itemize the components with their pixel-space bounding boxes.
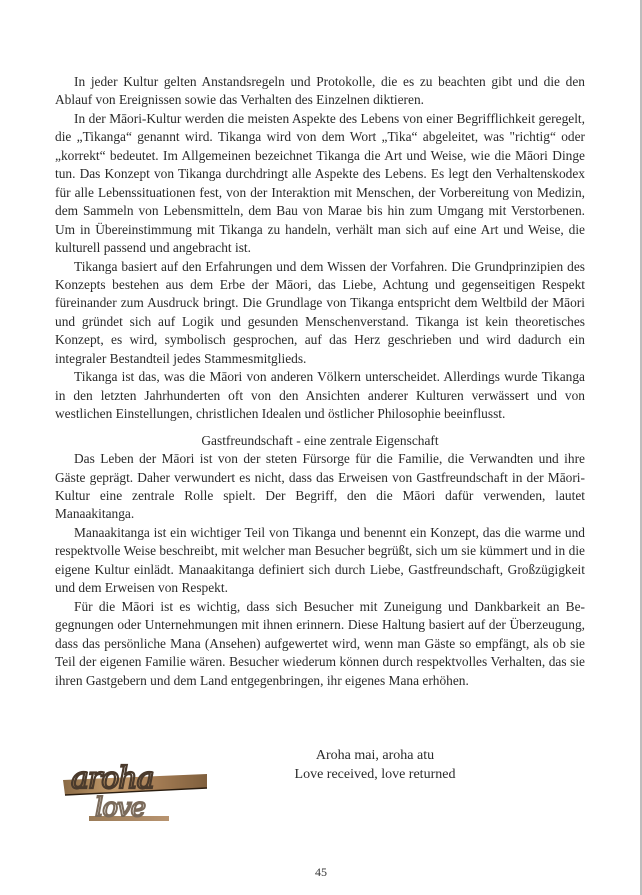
paragraph: Tikanga ist das, was die Māori von anderen Völkern unterscheidet. Allerdings wurde Tikanga in den letzten Jahrhunderten oft von den Ansichten anderer Kulturen verwässert und von westlichen Einstellungen, christlichen Idealen und östlicher Philosophie beeinflusst. bbox=[55, 369, 585, 422]
paragraph: Für die Māori ist es wichtig, dass sich Besucher mit Zuneigung und Dankbarkeit an Begegnungen oder Unternehmungen mit ihnen erinnern. Diese Haltung basiert auf der Überzeugung, dass das persönliche Mana (Ansehen) aufgewertet wird, wenn man Gäste so empfängt, als ob sie Teil der eigenen Familie wären. Besucher wiederum können durch respektvolles Verhalten, das sie ihren Gastgebern und dem Land entgegenbringen, ihr eigenes Mana erhöhen. bbox=[55, 598, 585, 688]
svg-text:aroha: aroha bbox=[71, 761, 154, 796]
paragraph: In der Māori-Kultur werden die meisten Aspekte des Lebens von einer Begrifflichkeit geregelt, die „Tikanga“ genannt wird. Tikanga wird von dem Wort „Tika“ abgeleitet, was "richtig“ oder „korrekt“ bedeutet. Im Allgemeinen bezeichnet Tikanga die Art und Weise, wie die Māori Dinge tun. Das Konzept von Tikanga durchdringt alle Aspekte des Lebens. Es legt den Verhaltenskodex für alle Lebenssituationen fest, von der Interaktion mit Menschen, der Vorbereitung von Medizin, dem Sammeln von Lebensmitteln, dem Bau von Marae bis hin zum Umgang mit Verstorbenen. Um in Übereinstimmung mit Tikanga zu handeln, verhält man sich auf eine Art und Weise, die kulturell passend und angebracht ist. bbox=[55, 110, 585, 256]
quote bbox=[235, 746, 515, 784]
quote-line-maori: Aroha mai, aroha atu bbox=[315, 748, 435, 763]
section-heading: Gastfreundschaft - eine zentrale Eigenschaft bbox=[201, 432, 439, 448]
body-text bbox=[55, 73, 585, 690]
paragraph: Das Leben der Māori ist von der steten Fürsorge für die Familie, die Verwandten und ihre Gäste geprägt. Daher verwundert es nicht, dass das Erweisen von Gastfreundschaft in der Māori-Kultur eine zentrale Rolle spielt. Der Begriff, den die Māori dafür verwenden, lautet Manaakitanga. bbox=[55, 451, 585, 522]
paragraph: Tikanga basiert auf den Erfahrungen und dem Wissen der Vorfahren. Die Grundprinzipien des Konzepts bestehen aus dem Erbe der Māori, das Liebe, Achtung und gegenseitigen Respekt füreinander zum Ausdruck bringt. Die Grundlage von Tikanga entspricht dem Weltbild der Māori und gründet sich auf Logik und gesunden Menschenverstand. Tikanga ist kein theoretisches Konzept, es wird, symbolisch gesprochen, auf das Herz geschrieben und wird dadurch ein integraler Bestandteil jedes Stammesmitglieds. bbox=[55, 258, 585, 366]
quote-line-english: Love received, love returned bbox=[294, 767, 456, 782]
aroha-love-sculpture-photo bbox=[57, 758, 207, 824]
figure-row bbox=[55, 742, 585, 832]
svg-text:love: love bbox=[95, 793, 146, 823]
page-number: 45 bbox=[315, 865, 327, 879]
paragraph: In jeder Kultur gelten Anstandsregeln und Protokolle, die es zu beachten gibt und die den Ablauf von Ereignissen sowie das Verhalten des Einzelnen diktieren. bbox=[55, 74, 585, 108]
paragraph: Manaakitanga ist ein wichtiger Teil von Tikanga und benennt ein Konzept, das die warme und respektvolle Weise beschreibt, mit welcher man Besucher begrüßt, sich um sie kümmert und in die eigene Kultur einlädt. Manaakitanga definiert sich durch Liebe, Gastfreundschaft, Großzügigkeit und dem Erweisen von Respekt. bbox=[55, 524, 585, 596]
